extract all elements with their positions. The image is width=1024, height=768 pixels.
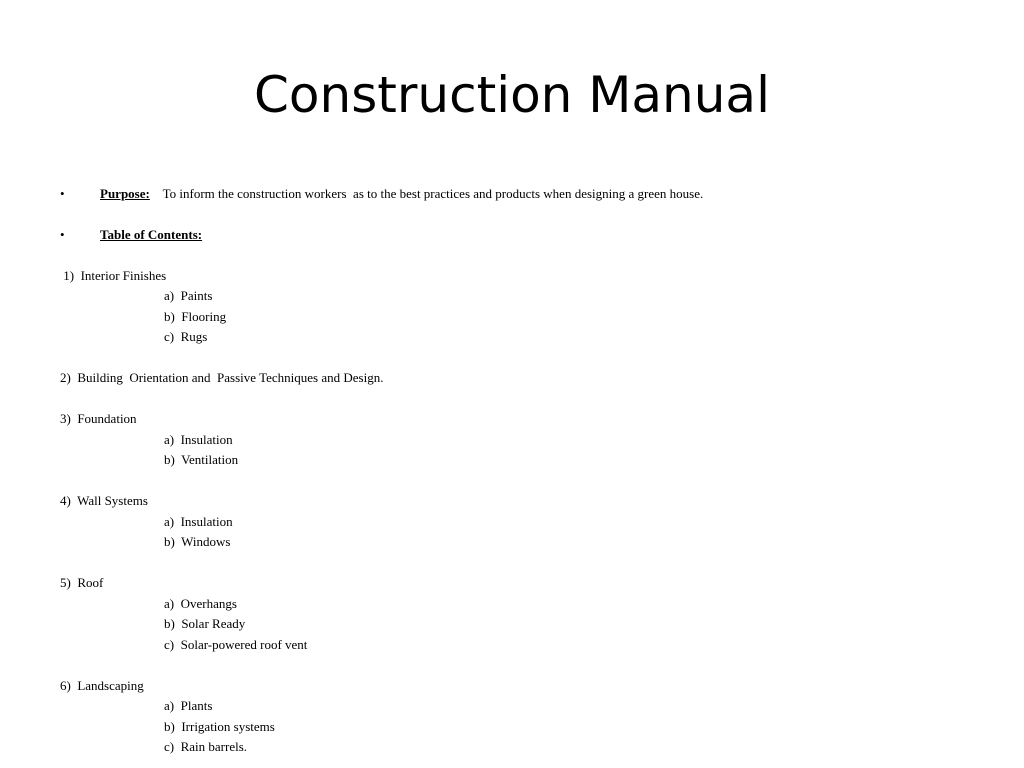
purpose-text: To inform the construction workers as to the best practices and products when designing a green house. — [162, 186, 704, 201]
section-item: a) Insulation — [164, 432, 233, 447]
section-item: a) Insulation — [164, 514, 233, 529]
section-item: c) Rugs — [164, 329, 208, 344]
section-item: a) Paints — [164, 288, 213, 303]
purpose-label: Purpose: — [100, 186, 150, 201]
section-item: c) Rain barrels. — [164, 739, 248, 754]
section-heading: 1) Interior Finishes — [60, 268, 167, 283]
section-item: b) Ventilation — [164, 452, 239, 467]
section-heading: 3) Foundation — [60, 411, 137, 426]
purpose-bullet: • — [60, 186, 65, 201]
section-item: b) Solar Ready — [164, 616, 246, 631]
section-heading: 6) Landscaping — [60, 678, 144, 693]
section-heading: 5) Roof — [60, 575, 104, 590]
section-item: b) Windows — [164, 534, 231, 549]
section-heading: 2) Building Orientation and Passive Techniques and Design. — [60, 370, 384, 385]
toc-bullet: • — [60, 227, 65, 242]
section-item: b) Flooring — [164, 309, 227, 324]
purpose-line — [100, 186, 703, 202]
toc-label: Table of Contents: — [100, 227, 203, 242]
section-item: a) Overhangs — [164, 596, 237, 611]
section-item: b) Irrigation systems — [164, 719, 275, 734]
section-item: a) Plants — [164, 698, 213, 713]
page-title: Construction Manual — [254, 66, 770, 124]
section-heading: 4) Wall Systems — [60, 493, 148, 508]
section-item: c) Solar-powered roof vent — [164, 637, 308, 652]
